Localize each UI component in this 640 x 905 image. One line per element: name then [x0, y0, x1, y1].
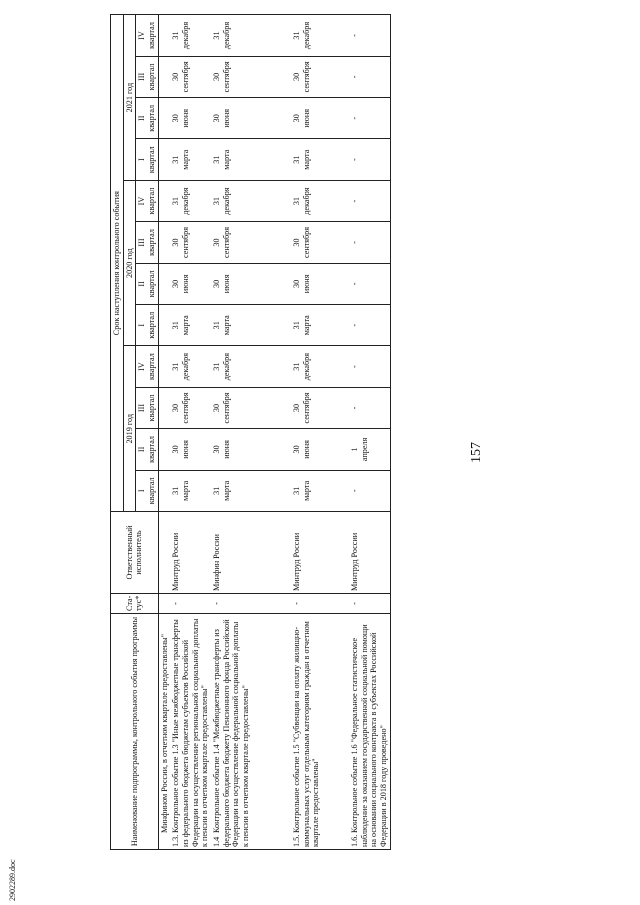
document-id: 2902289.doc: [8, 859, 17, 901]
event-deadline: 31 декабря: [170, 346, 211, 387]
event-executor: Минтруд России: [291, 512, 349, 594]
event-deadline: 31 марта: [170, 139, 211, 180]
header-executor: Ответственный исполнитель: [111, 512, 159, 594]
event-deadline: -: [349, 98, 390, 139]
event-name: 1.6.Контрольное событие 1.6 "Федеральное статистическое наблюдение за оказанием государственной социальной помощи на основании социального контракта в субъектах Российской Федерации в 2018 году проведено": [349, 614, 390, 850]
event-deadline: 30 июня: [170, 263, 211, 304]
event-deadline: 31 декабря: [170, 180, 211, 221]
header-quarter: II квартал: [136, 98, 158, 139]
header-quarter: III квартал: [136, 56, 158, 97]
event-status: -: [170, 594, 211, 614]
header-quarter: IV квартал: [136, 15, 158, 56]
header-quarter: IV квартал: [136, 180, 158, 221]
event-name: 1.3.Контрольное событие 1.3 "Иные межбюджетные трансферты из федерального бюджета бюджетам субъектов Российской Федерации на осуществление региональной социальной доплаты к пенсии в отчетном квартале предоставлены": [170, 614, 211, 850]
header-quarter: III квартал: [136, 222, 158, 263]
header-status: Ста-тус*: [111, 594, 159, 614]
event-deadline: 30 июня: [211, 98, 291, 139]
header-deadline: Срок наступления контрольного события: [111, 15, 124, 512]
header-year: 2021 год: [123, 15, 136, 181]
event-deadline: -: [349, 139, 390, 180]
event-deadline: 31 марта: [211, 470, 291, 511]
event-deadline: -: [349, 387, 390, 428]
event-deadline: -: [349, 346, 390, 387]
event-deadline: 31 марта: [291, 305, 349, 346]
header-quarter: III квартал: [136, 387, 158, 428]
event-deadline: 30 сентября: [291, 222, 349, 263]
event-deadline: 31 марта: [170, 470, 211, 511]
event-deadline: -: [349, 222, 390, 263]
event-deadline: -: [349, 470, 390, 511]
event-status: -: [349, 594, 390, 614]
event-executor: Минфин России: [211, 512, 291, 594]
event-executor: Минтруд России: [170, 512, 211, 594]
header-year: 2020 год: [123, 180, 136, 346]
event-deadline: 31 марта: [170, 305, 211, 346]
event-deadline: 30 июня: [170, 98, 211, 139]
event-deadline: 31 декабря: [291, 180, 349, 221]
event-deadline: 31 марта: [291, 470, 349, 511]
event-deadline: 30 июня: [211, 429, 291, 470]
event-deadline: 30 сентября: [170, 387, 211, 428]
event-deadline: -: [349, 56, 390, 97]
event-deadline: 31 декабря: [211, 180, 291, 221]
event-executor: Минтруд России: [349, 512, 390, 594]
header-quarter: II квартал: [136, 429, 158, 470]
event-deadline: 31 марта: [211, 305, 291, 346]
header-quarter: I квартал: [136, 305, 158, 346]
event-deadline: 30 сентября: [211, 387, 291, 428]
header-quarter: I квартал: [136, 470, 158, 511]
event-deadline: 30 сентября: [291, 56, 349, 97]
control-events-table: [110, 14, 391, 850]
event-deadline: 30 сентября: [211, 56, 291, 97]
event-deadline: 30 июня: [291, 263, 349, 304]
page-number: 157: [469, 442, 484, 463]
event-deadline: 31 декабря: [291, 346, 349, 387]
event-deadline: 30 июня: [170, 429, 211, 470]
event-deadline: 31 марта: [291, 139, 349, 180]
event-deadline: 30 июня: [211, 263, 291, 304]
table-row: [211, 15, 291, 850]
event-deadline: 1 апреля: [349, 429, 390, 470]
event-deadline: 31 декабря: [170, 15, 211, 56]
carry-over-text: Минфином России, в отчетном квартале предоставлены": [158, 614, 170, 850]
event-deadline: 30 июня: [291, 98, 349, 139]
event-deadline: 30 сентября: [170, 56, 211, 97]
event-deadline: -: [349, 305, 390, 346]
header-name: Наименование подпрограммы, контрольного события программы: [111, 614, 159, 850]
event-deadline: 30 сентября: [170, 222, 211, 263]
table-row: [291, 15, 349, 850]
event-status: -: [291, 594, 349, 614]
header-quarter: II квартал: [136, 263, 158, 304]
event-name: 1.4Контрольное событие 1.4 "Межбюджетные трансферты из федерального бюджета бюджету Пенсионного фонда Российской Федерации на осуществление федеральной социальной доплаты к пенсии в отчетном квартале предоставлены": [211, 614, 291, 850]
event-status: -: [211, 594, 291, 614]
event-deadline: 31 марта: [211, 139, 291, 180]
table-row: [170, 15, 211, 850]
event-deadline: -: [349, 180, 390, 221]
event-deadline: 31 декабря: [291, 15, 349, 56]
header-year: 2019 год: [123, 346, 136, 512]
event-deadline: -: [349, 263, 390, 304]
event-deadline: 30 сентября: [291, 387, 349, 428]
table-row: [349, 15, 390, 850]
event-deadline: 31 декабря: [211, 15, 291, 56]
header-quarter: I квартал: [136, 139, 158, 180]
event-name: 1.5.Контрольное событие 1.5 "Субвенции на оплату жилищно-коммунальных услуг отдельным категориям граждан в отчетном квартале предоставлены": [291, 614, 349, 850]
header-quarter: IV квартал: [136, 346, 158, 387]
event-deadline: 30 сентября: [211, 222, 291, 263]
event-deadline: 31 декабря: [211, 346, 291, 387]
event-deadline: 30 июня: [291, 429, 349, 470]
event-deadline: -: [349, 15, 390, 56]
